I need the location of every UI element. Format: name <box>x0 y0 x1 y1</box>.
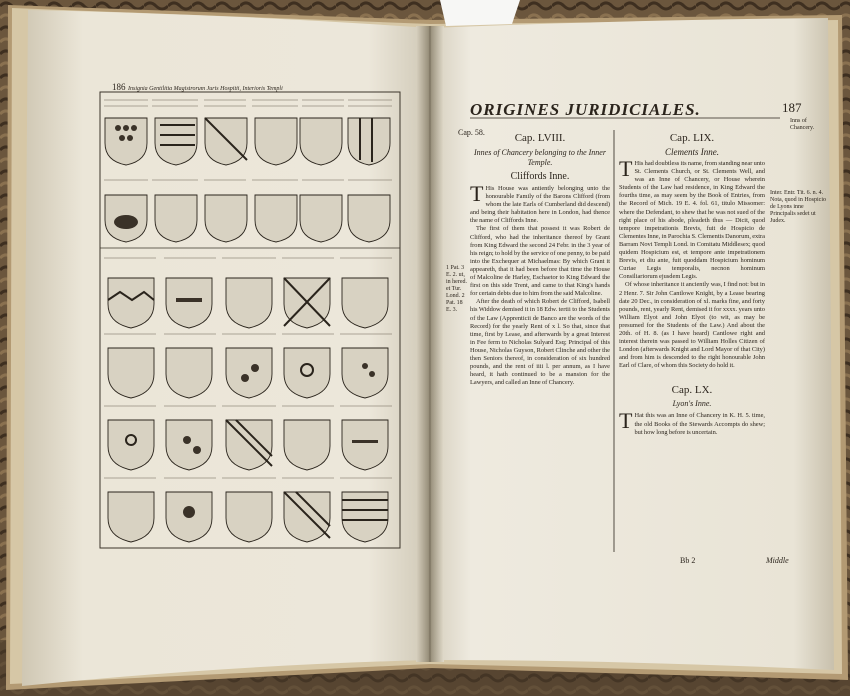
paragraph: After the death of which Robert de Clifford, Isabell his Widdow demised it in 18 Edw. tertii to the Students of the Law (Apprenticii de Banco are the words of the Record) for the yearly Rent of x l. So that, since that time, first by Lease, and afterwards by a great Interest in Fee ferm to Nicholas Sulyard Esq; Principal of this House, Nicholas Guyson, Robert Clinche and other the then Seniors thereof, in consideration of six hundred pounds, and the rent of iiii l. per annum, as I have heard, it hath continued to be a mansion for the Lawyers, and called an Inne of Chancery. <box>470 298 610 387</box>
cap-60-heading: Cap. LX. <box>671 384 713 397</box>
cap-60-body <box>619 408 765 436</box>
cap-58-heading: Cap. LVIII. <box>514 132 566 144</box>
cap-58-body <box>470 181 610 387</box>
cap-59-body <box>619 156 765 370</box>
catchword: Middle <box>766 556 789 565</box>
cliffords-inne-title: Cliffords Inne. <box>510 171 570 182</box>
left-page-number: 186 <box>112 82 126 92</box>
margin-notes-left: 1 Pat. 3 E. 2. ut, in hered. et Tur. Lond. 2 Pat. 18 E. 3. <box>446 265 467 313</box>
cap-58-subheading: Innes of Chancery belonging to the Inner Temple. <box>474 148 606 167</box>
paragraph: His House was antiently belonging unto the honourable Family of the Barons Clifford (from whom the late Earls of Cumberland did descend) and being their habitation here in London, had thence the name of Cliffords Inne. <box>470 185 610 225</box>
cap-58-label: Cap. 58. <box>458 128 485 137</box>
column-left <box>470 132 610 387</box>
dropcap: T <box>619 156 633 181</box>
margin-notes-right: Inter. Entr. Tit. 6. n. 4. Nota, quod in Hospicio de Lyons inne Principalis sedet ut Judex. <box>770 190 826 224</box>
running-head: ORIGINES JURIDICIALES. <box>470 100 701 119</box>
clements-inne-title: Clements Inne. <box>665 147 719 157</box>
lyons-inne-title: Lyon's Inne. <box>672 399 712 409</box>
paragraph: The first of them that possest it was Robert de Clifford, who had the inheritance thereof by Grant from King Edward the second 24 Febr. in the 3 year of his reign; to hold by the service of one penny, to be paid into the Exchequer at Michaelmas: By which Grant it appeareth, that it had been before that time the House of Malcoline de Harley, Eschaetor to King Edward the first on this side Trent, and came to that King's hands for certain debts due to him from the said Malcoline. <box>470 225 610 298</box>
paragraph: His had doubtless its name, from standing near unto St. Clements Church, or St. Clements Well, and was an Inne of Chancery, or House wherein Students of the Law had residence, in King Edward the fourths time, as may seem by the Book of Entries, from the Record of Mich. 19 E. 4. fol. 61, titulo Missomer: where the Defendant, to shew that he was not sued of the right place of his abode, pleadeth thus — Dicit, quod tempore impetrationis Brevis, fuit de Hospicio de Clementes Inne, in Parochia S. Clementis Danorum, extra Barram Novi Templi Lond. in Comitatu Middlesex; quod quidem Hospicium est, et tempore ante impetrationem Brevis, et diu ante, fuit quoddam Hospicium hominum Curiae Legis temporalis, necnon hominum Consiliariorum ejusdem Legis. <box>619 160 765 281</box>
column-right <box>619 132 765 437</box>
dropcap: T <box>619 408 633 434</box>
paragraph: Of whose inheritance it anciently was, I find not: but in 2 Henr. 7. Sir John Cantlowe Knight, by a Lease bearing date 20 Dec., in consideration of xl. marks fine, and forty pounds, rent, yearly Rent, demised it for xxxx. years unto William Elyot and John Elyot (to wit, as may be presumed for the Students of the Law.) And about the 20th. of H. 8. (as I have heard) Cantlowe right and interest therein was passed to William Holles Citizen of London (afterwards Knight and Lord Mayor of that City) and from him is descended to the right honourable John Earl of Clare, of whom this Society do hold it. <box>619 281 765 370</box>
right-page-number: 187 <box>782 100 802 115</box>
margin-note-top: Inns of Chancery. <box>790 118 815 131</box>
dropcap: T <box>470 181 484 206</box>
paragraph: Hat this was an Inne of Chancery in K. H. 5. time, the old Books of the Stewards Accompts do shew; but how long before is uncertain. <box>634 412 765 436</box>
plate-title: Insignia Gentilitia Magistrorum Juris Hospitii, Interioris Templi <box>128 86 283 92</box>
cap-59-heading: Cap. LIX. <box>669 132 715 144</box>
signature-mark: Bb 2 <box>680 556 696 565</box>
